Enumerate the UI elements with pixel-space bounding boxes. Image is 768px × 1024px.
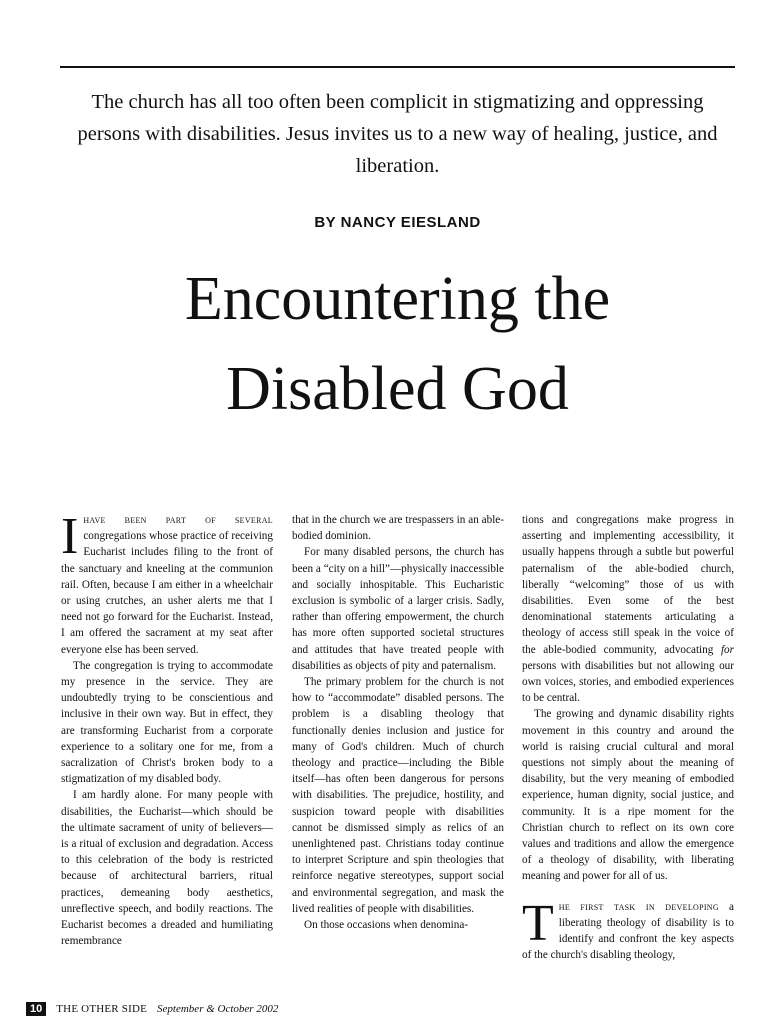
paragraph: The congregation is trying to accommodate my presence in the service. They are undoubtedly trying to be conscientious and inclusive in their own way. But in effect, they are transforming Eucharist from a corporate experience to a solitary one for me, from a sacralization of Christ's broken body to a stigmatization of my disabled body. bbox=[61, 659, 273, 786]
paragraph: For many disabled persons, the church has been a “city on a hill”—physically inaccessible and socially inhospitable. This Eucharistic exclusion is symbolic of a larger crisis. Sadly, rather than offering empowerment, the church has more often supported societal structures and attitudes that have treated people with disabilities as objects of pity and paternalism. bbox=[292, 546, 504, 672]
paragraph-text: tions and congregations make progress in asserting and implementing accessibility, it usually happens through a subtle but powerful paternalism of the able-bodied church, liberally “welcoming” those of us with disabilities. Even some of the best denominational statements articulating a theology of access still speak in the voice of the able-bodied community, advocating bbox=[522, 514, 734, 656]
drop-cap: I bbox=[61, 508, 79, 565]
paragraph: The growing and dynamic disability rights movement in this country and around the world is raising crucial cultural and moral questions not simply about the meaning of disability, but the very meaning of embodied experience, human dignity, social justice, and community. It is a ripe moment for the Christian church to reflect on its own core values and traditions and allow the emergence of a theology of disability, with liberating meaning and power for all of us. bbox=[522, 708, 734, 883]
lead-in: have been part of several bbox=[83, 514, 273, 526]
drop-cap: T bbox=[522, 894, 554, 952]
article-title bbox=[60, 254, 735, 434]
paragraph bbox=[61, 508, 273, 658]
issue-date: September & October 2002 bbox=[157, 1003, 279, 1015]
lead-in: he first task in developing bbox=[558, 900, 719, 913]
column-1 bbox=[61, 508, 273, 949]
paragraph bbox=[522, 512, 734, 706]
magazine-name: THE OTHER SIDE bbox=[56, 1003, 148, 1015]
page-number: 10 bbox=[26, 1002, 46, 1016]
paragraph: On those occasions when denomina- bbox=[304, 919, 469, 932]
title-line-1: Encountering the bbox=[184, 265, 611, 333]
article-deck: The church has all too often been complicit in stigmatizing and oppressing persons with disabilities. Jesus invites us to a new way of healing, justice, and liberation. bbox=[77, 91, 718, 177]
page-footer bbox=[26, 1000, 278, 1018]
title-line-2: Disabled God bbox=[226, 355, 569, 423]
byline: BY NANCY EIESLAND bbox=[314, 214, 481, 231]
top-rule bbox=[60, 66, 735, 68]
paragraph: The primary problem for the church is not how to “accommodate” disabled persons. The problem is a disabling theology that functionally denies inclusion and justice for many of God's children. Much of church theology and practice—including the Bible itself—has often been dangerous for persons with disabilities. The prejudice, hostility, and suspicion toward people with disabilities cannot be dismissed simply as relics of an unenlightened past. Christians today continue to interpret Scripture and spin theologies that reinforce negative stereotypes, support social and environmental segregation, and mask the lived realities of people with disabilities. bbox=[292, 676, 504, 915]
paragraph-text: a liberating theology of disability is to identify and confront the key aspects of the church's disabling theology, bbox=[522, 900, 735, 962]
paragraph: I am hardly alone. For many people with disabilities, the Eucharist—which should be the ultimate sacrament of unity of believers—is a ritual of exclusion and degradation. Access to this celebration of the body is restricted because of architectural barriers, ritual practices, demeaning body aesthetics, unreflective speech, and bodily reactions. The Eucharist becomes a dreaded and humiliating remembrance bbox=[61, 789, 273, 948]
column-2 bbox=[292, 512, 504, 933]
paragraph: that in the church we are trespassers in an able-bodied dominion. bbox=[292, 514, 504, 543]
column-3 bbox=[522, 512, 734, 963]
emphasis: for bbox=[720, 643, 734, 656]
paragraph bbox=[522, 894, 735, 964]
paragraph-text: persons with disabilities but not allowing our own voices, stories, and embodied experiences to be central. bbox=[522, 659, 734, 705]
paragraph-text: congregations whose practice of receiving Eucharist includes filing to the front of the sanctuary and kneeling at the communion rail. Often, because I am either in a wheelchair or using crutches, an usher alerts me that I need not go forward for the Eucharist. Instead, I am offered the sacrament at my seat after everyone else has been served. bbox=[61, 530, 273, 656]
